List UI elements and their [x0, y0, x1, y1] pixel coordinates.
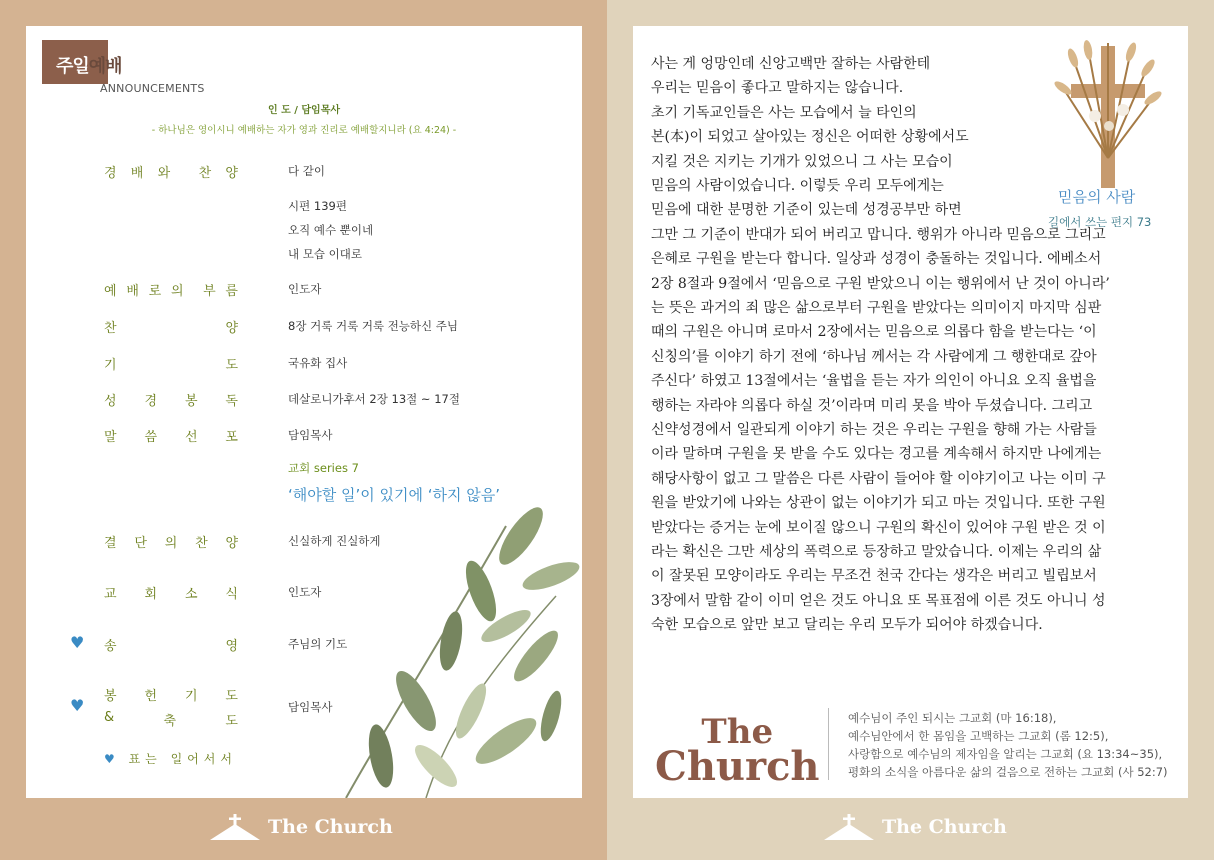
item-doxology-label: 송 영	[104, 639, 238, 654]
item-announcements-label: 교 회 소 식	[104, 587, 238, 602]
page-subtitle: ANNOUNCEMENTS	[100, 82, 205, 95]
mission-statement-3: 사랑함으로 예수님의 제자임을 알리는 그교회 (요 13:34~35),	[848, 747, 1163, 761]
brand-divider	[828, 708, 829, 780]
item-sermon-value: 담임목사	[288, 428, 333, 442]
theme-verse: - 하나님은 영이시니 예배하는 자가 영과 진리로 예배할지니라 (요 4:24) -	[151, 125, 457, 136]
heart-icon: ♥	[70, 696, 85, 715]
praise-song-1: 시편 139편	[288, 199, 347, 213]
item-announcements-value: 인도자	[288, 585, 322, 599]
church-brand-logo: The Church	[655, 712, 820, 791]
item-worship-praise-value: 다 같이	[288, 164, 325, 178]
bulletin-order-page	[26, 26, 582, 798]
letter-body-main: 그만 그 기준이 반대가 되어 버리고 맙니다. 행위가 아니라 믿음으로 그리고 은혜로 구원을 받는다 합니다. 일상과 성경이 충돌하는 것입니다. 에베소서 2장 8절과 9절에서 ‘믿음으로 구원 받았으니 이는 행위에서 난 것이 아니라’ 는 뜻은 과거의 죄 많은 삶으로부터 구원을 받았다는 의미이지 마지막 심판 때의 구원은 아니며 로마서 2장에서는 믿음으로 의롭다 함을 받는다는 ‘이 신칭의’를 이야기 하기 전에 ‘하나님 께서는 각 사람에게 그 행한대로 갚아 주신다’ 하였고 13절에서는 ‘율법을 듣는 자가 의인이 아니요 오직 율법을 행하는 자라야 의롭다 하실 것’이라며 미리 못을 박아 두셨습니다. 그리고 신약성경에서 일관되게 이야기 하는 것은 우리는 구원을 향해 가는 사람들 이라 말하며 구원을 못 받을 수도 있다는 경고를 계속해서 하지만 나에게는 해당사항이 없고 그 말씀은 다른 사람이 들어야 할 이야기이고 나는 이미 구 원을 받았기에 나와는 상관이 없는 이야기가 되고 마는 것입니다. 또한 구원 받았다는 증거는 눈에 보이질 않으니 구원의 확신이 있어야 구원 받은 것 이 라는 확신은 그만 세상의 폭력으로 등장하고 말았습니다. 이제는 우리의 삶 이 잘못된 모양이라도 우리는 무조건 천국 간다는 생각은 버리고 빌립보서 3장에서 말함 같이 이미 얻은 것도 아니요 또 목표점에 이른 것도 아니니 성 숙한 모습으로 앞만 보고 달리는 우리 모두가 되어야 하겠습니다.	[651, 226, 1110, 634]
item-offering-value: 담임목사	[288, 700, 333, 714]
item-hymn-label: 찬 양	[104, 321, 238, 336]
church-steeple-icon	[822, 812, 876, 842]
heart-icon: ♥	[70, 633, 85, 652]
stand-note: ♥ 표는 일어서서	[104, 752, 237, 766]
item-call-to-worship-label: 예 배 로 의 부 름	[104, 284, 238, 299]
pastor-letter-page	[633, 26, 1188, 798]
mission-statement-4: 평화의 소식을 아름다운 삶의 걸음으로 전하는 그교회 (사 52:7)	[848, 765, 1168, 779]
item-sermon-label: 말 씀 선 포	[104, 430, 238, 445]
footer-logo-left: The Church	[208, 812, 393, 842]
item-scripture-label: 성 경 봉 독	[104, 394, 238, 409]
item-response-hymn-label: 결 단 의 찬 양	[104, 536, 238, 551]
item-scripture-value: 데살로니가후서 2장 13절 ~ 17절	[288, 392, 460, 406]
mission-statement-1: 예수님이 주인 되시는 그교회 (마 16:18),	[848, 711, 1057, 725]
page-title: 주일예배	[56, 56, 122, 77]
mission-statement-2: 예수님안에서 한 몸임을 고백하는 그교회 (롬 12:5),	[848, 729, 1109, 743]
item-prayer-label: 기 도	[104, 358, 238, 373]
item-prayer-value: 국유화 집사	[288, 356, 348, 370]
praise-song-2: 오직 예수 뿐이네	[288, 223, 374, 237]
service-leader: 인 도 / 담임목사	[267, 105, 341, 116]
letter-body-intro: 사는 게 엉망인데 신앙고백만 잘하는 사람한테 우리는 믿음이 좋다고 말하지는 않습니다. 초기 기독교인들은 사는 모습에서 늘 타인의 본(本)이 되었고 살아있는 정신은 어떠한 상황에서도 지킬 것은 지키는 기개가 있었으니 그 사는 모습이 믿음의 사람이었습니다. 이렇듯 우리 모두에게는 믿음에 대한 분명한 기준이 있는데 성경공부만 하면	[651, 56, 969, 219]
item-call-to-worship-value: 인도자	[288, 282, 322, 296]
footer-logo-right: The Church	[822, 812, 1007, 842]
sermon-series-tag: 교회 series 7	[288, 461, 359, 475]
item-offering-label-line1: 봉 헌 기 도	[104, 689, 238, 704]
item-worship-praise-label: 경 배 와 찬 양	[104, 166, 238, 181]
praise-song-3: 내 모습 이대로	[288, 247, 362, 261]
item-doxology-value: 주님의 기도	[288, 637, 348, 651]
letter-series-subtitle: 길에서 쓰는 편지 73	[1048, 215, 1152, 229]
item-hymn-value: 8장 거룩 거룩 거룩 전능하신 주님	[288, 319, 459, 333]
wheat-cross-illustration	[1053, 38, 1163, 188]
item-offering-label-line2: & 축 도	[104, 710, 238, 729]
leaf-branch-illustration	[306, 466, 582, 798]
heart-icon: ♥	[104, 752, 120, 766]
item-response-hymn-value: 신실하게 진실하게	[288, 534, 381, 548]
letter-theme-title: 믿음의 사람	[1058, 188, 1136, 206]
sermon-title: ‘해야할 일’이 있기에 ‘하지 않음’	[288, 486, 501, 504]
church-steeple-icon	[208, 812, 262, 842]
